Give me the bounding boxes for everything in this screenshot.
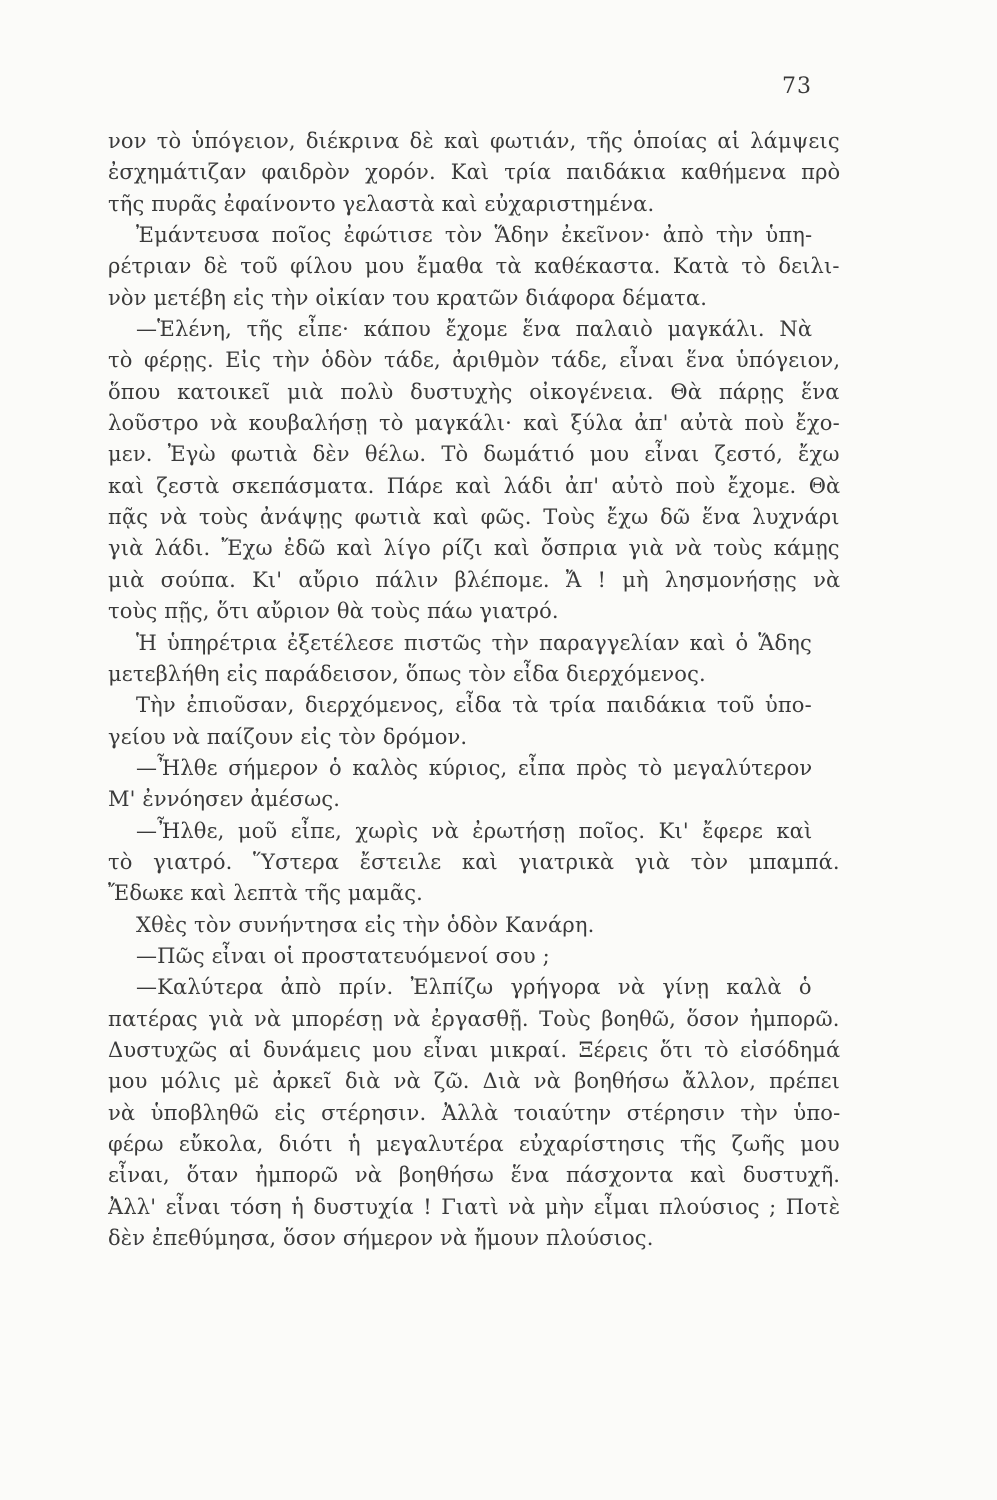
text-line: Ἀλλ' εἶναι τόση ἡ δυστυχία ! Γιατὶ νὰ μὴν εἶμαι πλούσιος ; Ποτὲ bbox=[108, 1194, 840, 1219]
body-text bbox=[108, 126, 840, 1254]
text-line: νον τὸ ὑπόγειον, διέκρινα δὲ καὶ φωτιάν, τῆς ὁποίας αἱ λάμψεις bbox=[108, 129, 840, 153]
text-line: νὸν μετέβη εἰς τὴν οἰκίαν του κρατῶν διάφορα δέματα. bbox=[108, 285, 708, 310]
text-line: καὶ ζεστὰ σκεπάσματα. Πάρε καὶ λάδι ἀπ' αὐτὸ ποὺ ἔχομε. Θὰ bbox=[108, 473, 840, 498]
text-line: πατέρας γιὰ νὰ μπορέσῃ νὰ ἐργασθῇ. Τοὺς βοηθῶ, ὅσον ἠμπορῶ. bbox=[108, 1006, 840, 1031]
text-line: Τὴν ἐπιοῦσαν, διερχόμενος, εἶδα τὰ τρία παιδάκια τοῦ ὑπο- bbox=[136, 693, 812, 718]
text-line: μετεβλήθη εἰς παράδεισον, ὅπως τὸν εἶδα διερχόμενος. bbox=[108, 661, 706, 686]
text-line: ρέτριαν δὲ τοῦ φίλου μου ἔμαθα τὰ καθέκαστα. Κατὰ τὸ δειλι- bbox=[108, 254, 840, 279]
text-line: Χθὲς τὸν συνήντησα εἰς τὴν ὁδὸν Κανάρη. bbox=[136, 912, 595, 937]
text-line: —Πῶς εἶναι οἱ προστατευόμενοί σου ; bbox=[136, 943, 550, 968]
text-line: γιὰ λάδι. Ἔχω ἐδῶ καὶ λίγο ρίζι καὶ ὄσπρια γιὰ νὰ τοὺς κάμῃς bbox=[108, 536, 840, 561]
text-line: —Ἑλένη, τῆς εἶπε· κάπου ἔχομε ἕνα παλαιὸ μαγκάλι. Νὰ bbox=[136, 317, 813, 342]
text-line: τῆς πυρᾶς ἐφαίνοντο γελαστὰ καὶ εὐχαριστημένα. bbox=[108, 191, 655, 216]
text-line: Ἐμάντευσα ποῖος ἐφώτισε τὸν Ἅδην ἐκεῖνον· ἀπὸ τὴν ὑπη- bbox=[136, 223, 813, 248]
text-line: τὸ φέρῃς. Εἰς τὴν ὁδὸν τάδε, ἀριθμὸν τάδε, εἶναι ἕνα ὑπόγειον, bbox=[108, 348, 840, 373]
text-line: Ἔδωκε καὶ λεπτὰ τῆς μαμᾶς. bbox=[108, 881, 423, 906]
page-number: 73 bbox=[782, 74, 812, 99]
text-line: —Ἦλθε, μοῦ εἶπε, χωρὶς νὰ ἐρωτήσῃ ποῖος. Κι' ἔφερε καὶ bbox=[136, 818, 813, 843]
text-line: ἐσχημάτιζαν φαιδρὸν χορόν. Καὶ τρία παιδάκια καθήμενα πρὸ bbox=[108, 160, 840, 185]
text-line: μεν. Ἐγὼ φωτιὰ δὲν θέλω. Τὸ δωμάτιό μου εἶναι ζεστό, ἔχω bbox=[108, 442, 840, 467]
text-line: Ἡ ὑπηρέτρια ἐξετέλεσε πιστῶς τὴν παραγγελίαν καὶ ὁ Ἅδης bbox=[136, 630, 812, 655]
text-line: φέρω εὔκολα, διότι ἡ μεγαλυτέρα εὐχαρίστησις τῆς ζωῆς μου bbox=[108, 1132, 840, 1156]
text-line: Δυστυχῶς αἱ δυνάμεις μου εἶναι μικραί. Ξέρεις ὅτι τὸ εἰσόδημά bbox=[108, 1037, 840, 1062]
text-line: δὲν ἐπεθύμησα, ὅσον σήμερον νὰ ἤμουν πλούσιος. bbox=[108, 1226, 654, 1251]
text-line: λοῦστρο νὰ κουβαλήσῃ τὸ μαγκάλι· καὶ ξύλα ἀπ' αὐτὰ ποὺ ἔχο- bbox=[108, 411, 840, 436]
text-line: μιὰ σούπα. Κι' αὔριο πάλιν βλέπομε. Ἄ ! μὴ λησμονήσῃς νὰ bbox=[108, 567, 840, 592]
text-line: νὰ ὑποβληθῶ εἰς στέρησιν. Ἀλλὰ τοιαύτην στέρησιν τὴν ὑπο- bbox=[108, 1100, 840, 1125]
text-line: πᾷς νὰ τοὺς ἀνάψῃς φωτιὰ καὶ φῶς. Τοὺς ἔχω δῶ ἕνα λυχνάρι bbox=[108, 505, 840, 530]
text-line: τὸ γιατρό. Ὕστερα ἔστειλε καὶ γιατρικὰ γιὰ τὸν μπαμπά. bbox=[108, 849, 840, 874]
text-line: γείου νὰ παίζουν εἰς τὸν δρόμον. bbox=[108, 724, 468, 749]
text-line: Μ' ἐννόησεν ἀμέσως. bbox=[108, 787, 341, 812]
text-line: ὅπου κατοικεῖ μιὰ πολὺ δυστυχὴς οἰκογένεια. Θὰ πάρῃς ἕνα bbox=[108, 379, 840, 404]
text-line: μου μόλις μὲ ἀρκεῖ διὰ νὰ ζῶ. Διὰ νὰ βοηθήσω ἄλλον, πρέπει bbox=[108, 1069, 840, 1094]
text-line: εἶναι, ὅταν ἠμπορῶ νὰ βοηθήσω ἕνα πάσχοντα καὶ δυστυχῆ. bbox=[108, 1163, 840, 1188]
text-line: τοὺς πῇς, ὅτι αὔριον θὰ τοὺς πάω γιατρό. bbox=[108, 599, 559, 624]
text-line: —Καλύτερα ἀπὸ πρίν. Ἐλπίζω γρήγορα νὰ γίνῃ καλὰ ὁ bbox=[136, 975, 812, 1000]
text-line: —Ἦλθε σήμερον ὁ καλὸς κύριος, εἶπα πρὸς τὸ μεγαλύτερον bbox=[136, 755, 813, 780]
